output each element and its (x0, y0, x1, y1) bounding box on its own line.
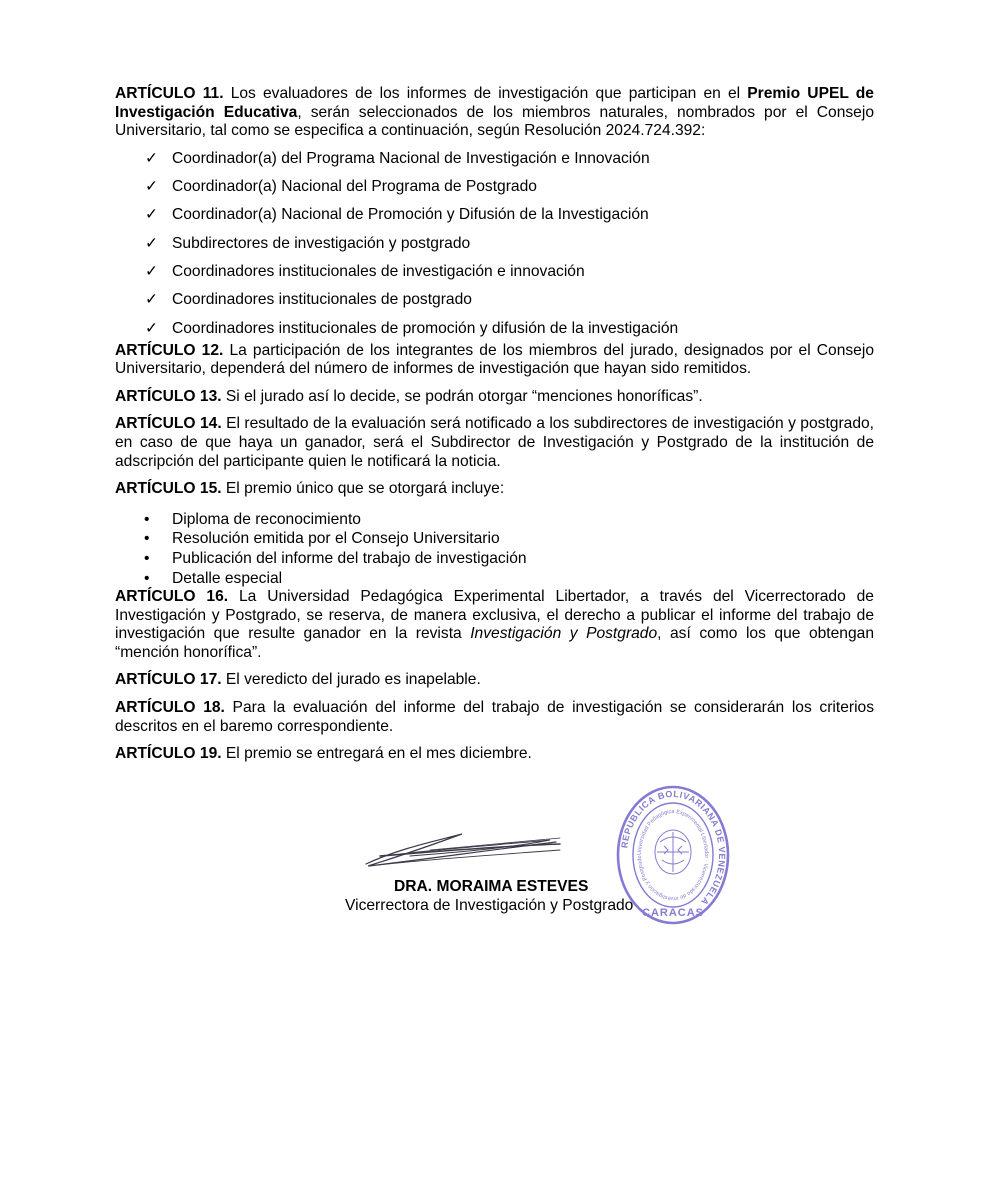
article-12-heading: ARTÍCULO 12. (115, 341, 224, 359)
article-15-heading: ARTÍCULO 15. (115, 480, 222, 498)
article-11-text-b: , serán seleccionados de los miembros naturales, nombrados por el Consejo Universitario, tal como se especifica a continuación, según Resolución 2024.724.392: (115, 103, 874, 140)
checkmark-icon: ✓ (145, 262, 159, 280)
list-item (145, 319, 874, 342)
list-item-text: Resolución emitida por el Consejo Universitario (172, 530, 500, 548)
article-16 (115, 588, 874, 662)
list-item-text: Detalle especial (172, 569, 283, 587)
list-item-text: Diploma de reconocimiento (172, 510, 361, 528)
article-11-award-name: Premio UPEL de Investigación Educativa (115, 85, 874, 121)
list-item-text: Coordinador(a) Nacional de Promoción y Difusión de la Investigación (172, 206, 649, 224)
list-item-text: Coordinador(a) del Programa Nacional de Investigación e Innovación (172, 149, 650, 167)
handwritten-signature (360, 826, 570, 874)
stamp-ring-text: REPUBLICA BOLIVARIANA DE VENEZUELA (619, 788, 728, 908)
article-12 (115, 342, 874, 379)
article-18-text: Para la evaluación del informe del trabajo de investigación se considerarán los criterios descritos en el baremo correspondiente. (115, 699, 875, 735)
article-14-heading: ARTÍCULO 14. (115, 415, 222, 433)
article-18 (115, 699, 874, 736)
article-17-heading: ARTÍCULO 17. (115, 671, 222, 689)
list-item (144, 569, 874, 589)
article-14-text: El resultado de la evaluación será notificado a los subdirectores de investigación y postgrado, en caso de que haya un ganador, será el Subdirector de Investigación y Postgrado de la institución de adscripción del participante quien le notificará la noticia. (115, 415, 874, 470)
list-item (144, 510, 874, 530)
bullet-icon: • (144, 549, 150, 567)
article-14 (115, 415, 874, 471)
list-item-text: Coordinadores institucionales de postgrado (172, 291, 472, 309)
checkmark-icon: ✓ (145, 291, 159, 309)
article-15-text: El premio único que se otorgará incluye: (221, 480, 505, 498)
bullet-icon: • (144, 510, 150, 528)
article-19-heading: ARTÍCULO 19. (115, 745, 222, 763)
article-16-text-a: La Universidad Pedagógica Experimental Libertador, a través del Vicerrectorado de Investigación y Postgrado, se reserva, de manera exclusiva, el derecho a publicar el informe del trabajo de investigación que resulte ganador en la revista (115, 588, 874, 643)
bullet-icon: • (144, 530, 150, 548)
list-item (145, 234, 874, 263)
article-18-heading: ARTÍCULO 18. (115, 699, 225, 717)
list-item (145, 291, 874, 319)
article-11-text-a: Los evaluadores de los informes de investigación que participan en el (223, 85, 748, 102)
prize-list (115, 510, 874, 588)
list-item (145, 262, 874, 291)
article-13-text: Si el jurado así lo decide, se podrán otorgar “menciones honoríficas”. (221, 387, 703, 405)
checkmark-icon: ✓ (145, 178, 159, 196)
article-17-text: El veredicto del jurado es inapelable. (221, 671, 481, 689)
article-16-text-b: , así como los que obtengan “mención honorífica”. (115, 625, 874, 661)
signatory-name: DRA. MORAIMA ESTEVES (394, 878, 589, 895)
stamp-inner-text: Universidad Pedagógica Experimental Libertador · Vicerrectorado de Investigación y Postgrado (636, 808, 710, 902)
list-item-text: Subdirectores de investigación y postgrado (172, 234, 471, 252)
list-item (144, 529, 874, 549)
evaluators-list (115, 150, 874, 342)
checkmark-icon: ✓ (145, 206, 159, 224)
article-16-heading: ARTÍCULO 16. (115, 588, 229, 606)
article-15 (115, 480, 874, 499)
document-body (115, 85, 874, 773)
official-stamp-seal (612, 780, 734, 930)
article-19 (115, 745, 874, 764)
list-item (145, 206, 874, 234)
list-item (145, 149, 874, 178)
checkmark-icon: ✓ (145, 319, 159, 337)
article-13-heading: ARTÍCULO 13. (115, 387, 222, 405)
article-12-text: La participación de los integrantes de los miembros del jurado, designados por el Consejo Universitario, dependerá del número de informes de investigación que hayan sido remitidos. (115, 341, 874, 378)
list-item-text: Coordinador(a) Nacional del Programa de Postgrado (172, 178, 537, 196)
article-11 (115, 85, 874, 141)
signatory-title: Vicerrectora de Investigación y Postgrado (345, 897, 634, 914)
list-item-text: Coordinadores institucionales de investigación e innovación (172, 262, 585, 280)
article-19-text: El premio se entregará en el mes diciembre. (221, 745, 532, 763)
list-item-text: Publicación del informe del trabajo de investigación (172, 549, 527, 567)
list-item (145, 178, 874, 206)
article-17 (115, 671, 874, 690)
journal-name: Investigación y Postgrado (470, 625, 658, 643)
article-11-heading: ARTÍCULO 11. (115, 85, 224, 102)
bullet-icon: • (144, 569, 150, 587)
checkmark-icon: ✓ (145, 234, 159, 252)
list-item-text: Coordinadores institucionales de promoción y difusión de la investigación (172, 319, 679, 337)
stamp-city-text: CARACAS (642, 907, 704, 919)
checkmark-icon: ✓ (145, 149, 159, 167)
list-item (144, 549, 874, 569)
article-13 (115, 388, 874, 407)
